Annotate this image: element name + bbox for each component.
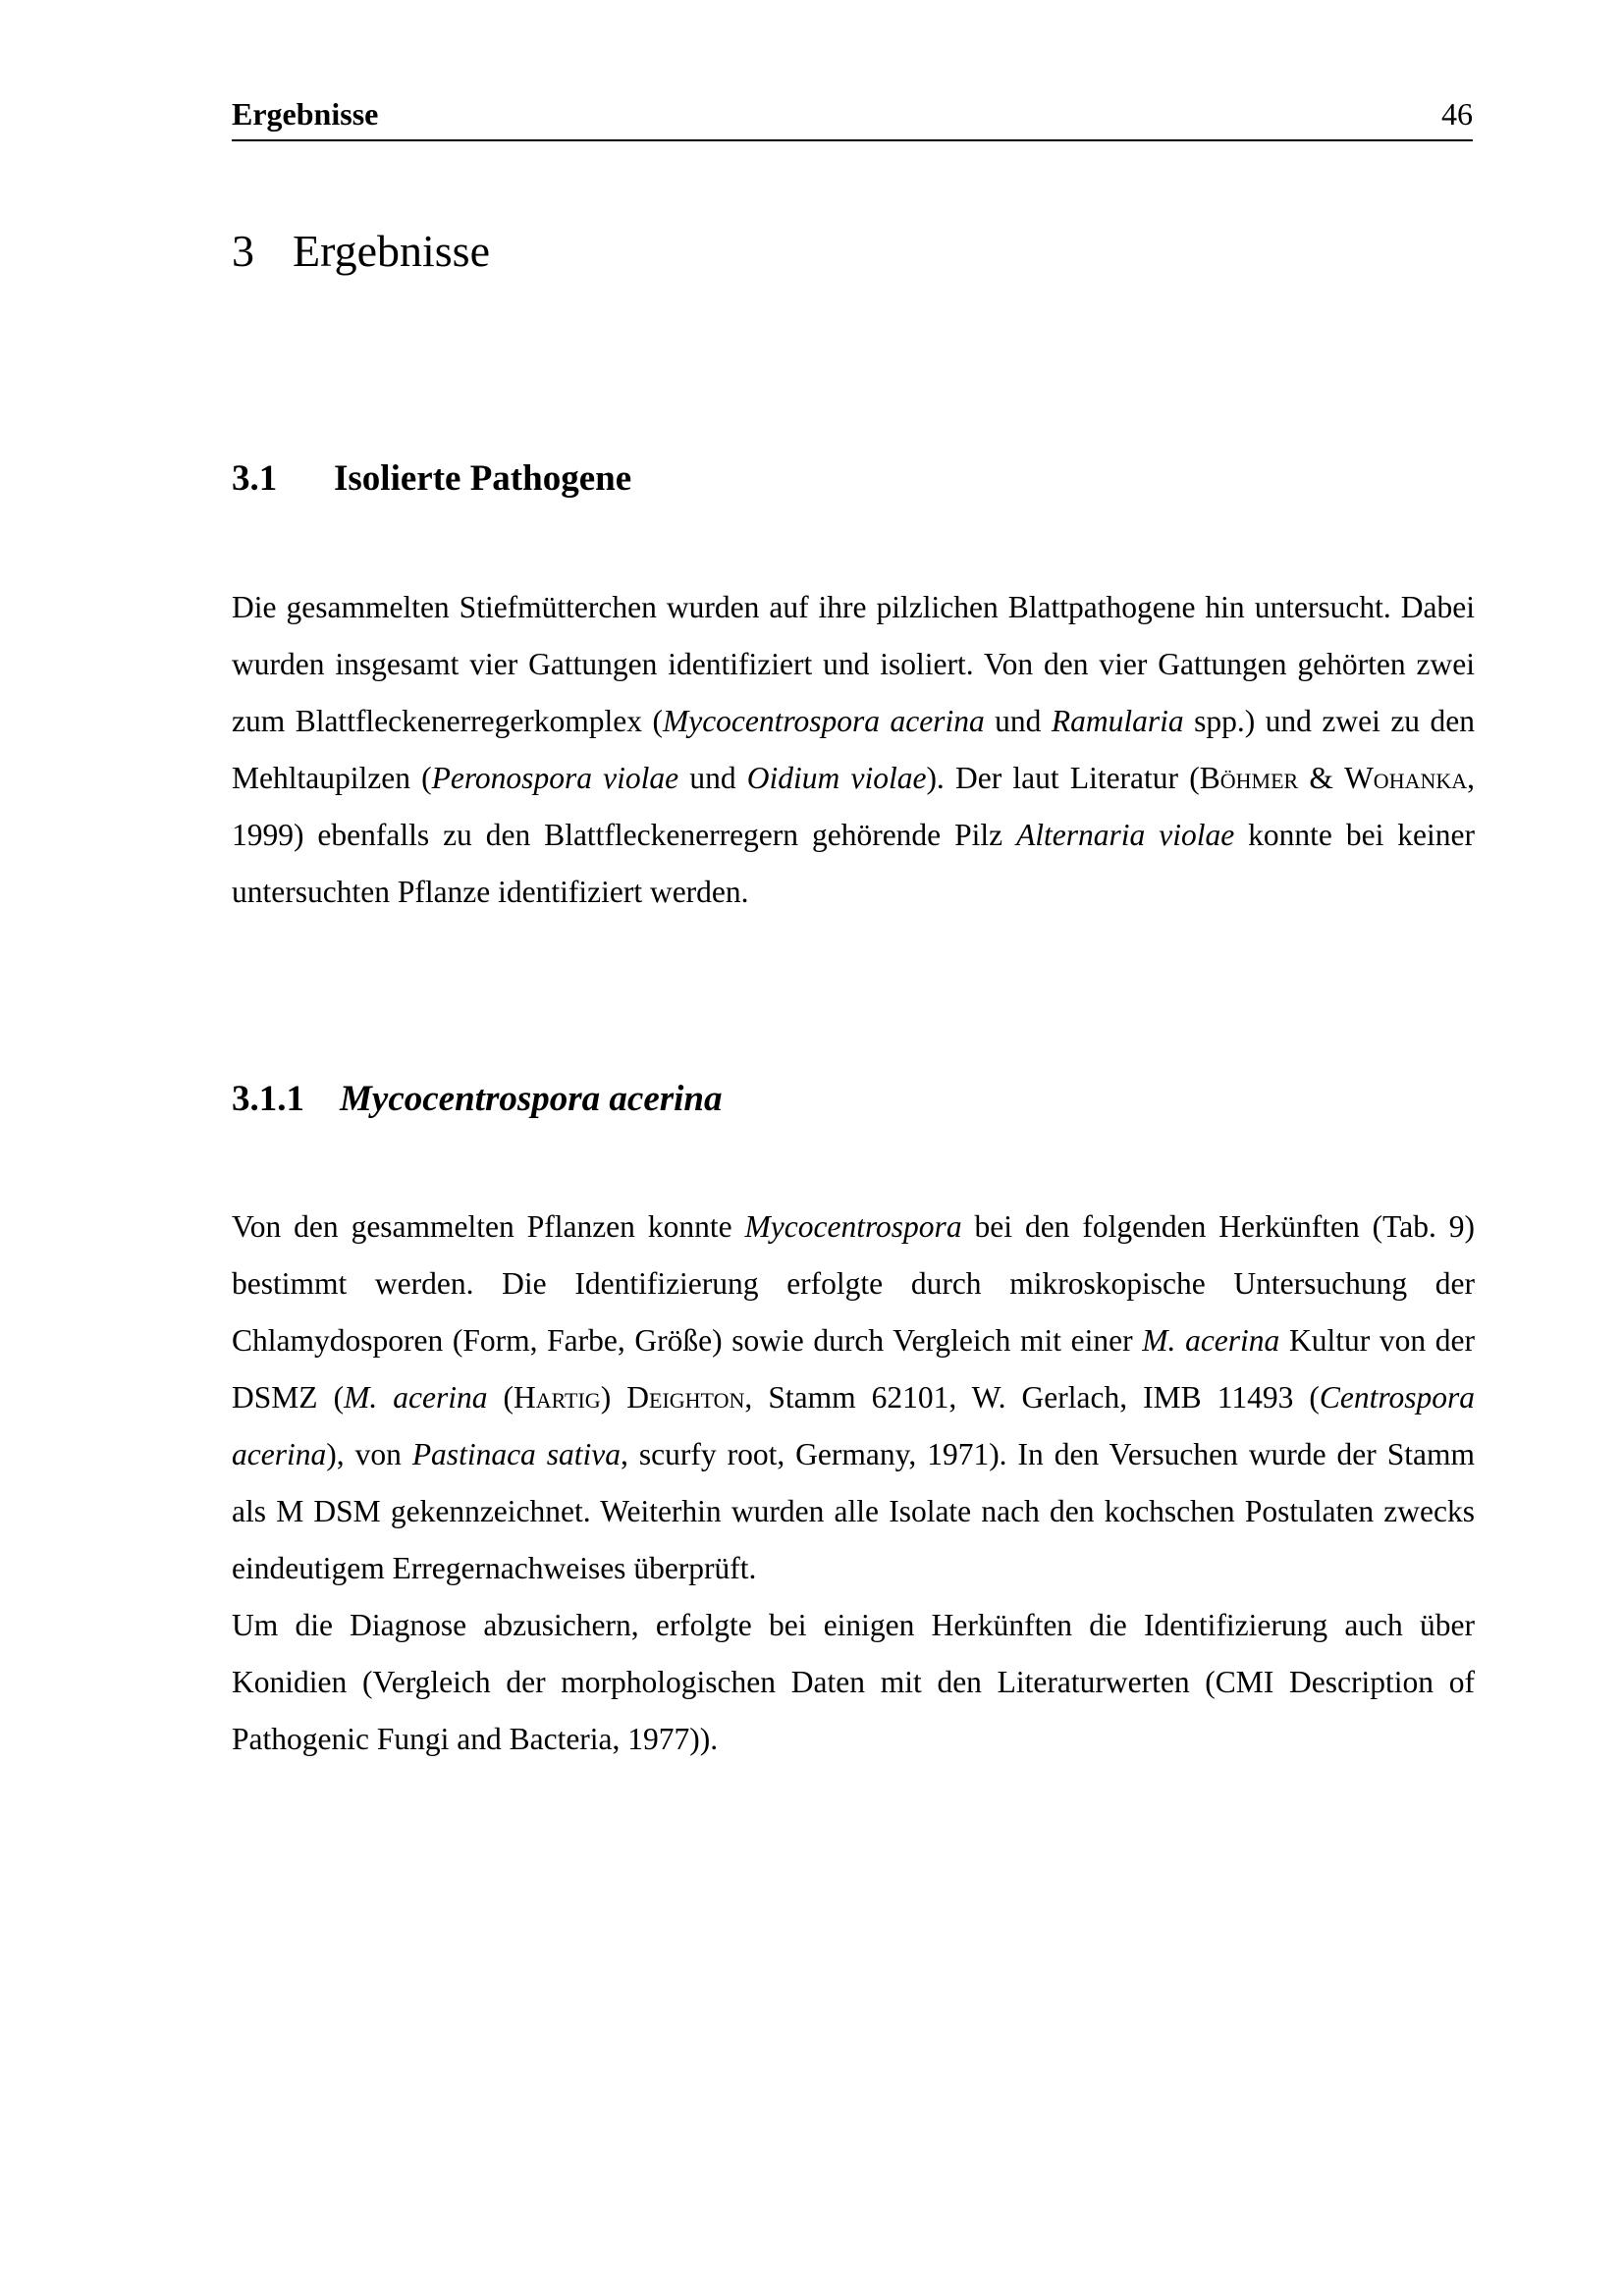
species-name: Centrospora acerina bbox=[232, 1380, 1475, 1471]
text-run: , scurfy root, Germany, 1971). In den Versuchen wurde der Stamm als M DSM gekennzeichnet. Weiterhin wurden alle Isolate nach den kochschen Postulaten zwecks eindeutigem Erregernachweises überprüft. bbox=[232, 1437, 1475, 1585]
species-name: Ramularia bbox=[1051, 704, 1184, 738]
text-run: und bbox=[678, 761, 747, 795]
text-run: Um die Diagnose abzusichern, erfolgte bei einigen Herkünften die Identifizierung auch über Konidien (Vergleich der morphologischen Daten mit den Literaturwerten (CMI Description of Pathogenic Fungi and Bacteria, 1977)). bbox=[232, 1608, 1475, 1756]
species-name: Pastinaca sativa bbox=[411, 1437, 622, 1471]
text-run: & bbox=[1298, 761, 1345, 795]
text-run: und bbox=[984, 704, 1052, 738]
text-run: ( bbox=[487, 1380, 514, 1415]
text-run: bei den folgenden Herkünften (Tab. 9) bestimmt werden. Die Identifizierung erfolgte durch mikroskopische Untersuchung der Chlamydosporen (Form, Farbe, Größe) sowie durch Vergleich mit einer bbox=[232, 1209, 1476, 1358]
text-run: spp.) und zwei zu den Mehltaupilzen ( bbox=[232, 704, 1475, 795]
species-name: M. acerina bbox=[1142, 1323, 1280, 1358]
section-heading bbox=[232, 455, 631, 503]
author-name: Deighton bbox=[626, 1380, 745, 1415]
text-run: , 1999) ebenfalls zu den Blattfleckenerregern gehörende Pilz bbox=[232, 761, 1476, 852]
author-name: Böhmer bbox=[1199, 761, 1299, 795]
species-name: Alternaria violae bbox=[1016, 818, 1235, 852]
chapter-number: 3 bbox=[232, 226, 254, 276]
page-number: 46 bbox=[1441, 96, 1473, 132]
paragraph-isolated-pathogens bbox=[232, 579, 1475, 921]
chapter-heading bbox=[232, 224, 490, 279]
text-run: ), von bbox=[326, 1437, 412, 1471]
paragraph-diagnosis bbox=[232, 1597, 1475, 1768]
running-title: Ergebnisse bbox=[232, 96, 379, 132]
text-run: ) bbox=[600, 1380, 627, 1415]
species-name: M. acerina bbox=[344, 1380, 488, 1415]
species-name: Oidium violae bbox=[746, 761, 927, 795]
subsection-number: 3.1.1 bbox=[232, 1079, 304, 1119]
author-name: Wohanka bbox=[1344, 761, 1468, 795]
species-name: Peronospora violae bbox=[431, 761, 679, 795]
chapter-title: Ergebnisse bbox=[293, 226, 491, 276]
running-header bbox=[232, 94, 1473, 141]
section-title: Isolierte Pathogene bbox=[334, 458, 632, 499]
species-name: Mycocentrospora bbox=[744, 1209, 962, 1244]
text-run: Von den gesammelten Pflanzen konnte bbox=[232, 1209, 745, 1244]
subsection-title: Mycocentrospora acerina bbox=[340, 1079, 723, 1119]
author-name: Hartig bbox=[514, 1380, 601, 1415]
paragraph-mycocentrospora bbox=[232, 1199, 1475, 1597]
text-run: Kultur von der DSMZ ( bbox=[232, 1323, 1475, 1415]
text-run: ). Der laut Literatur ( bbox=[926, 761, 1200, 795]
section-number: 3.1 bbox=[232, 458, 278, 499]
subsection-heading bbox=[232, 1076, 723, 1123]
species-name: Mycocentrospora acerina bbox=[662, 704, 985, 738]
text-run: , Stamm 62101, W. Gerlach, IMB 11493 ( bbox=[744, 1380, 1320, 1415]
text-run: Die gesammelten Stiefmütterchen wurden auf ihre pilzlichen Blattpathogene hin untersucht. Dabei wurden insgesamt vier Gattungen identifiziert und isoliert. Von den vier Gattungen gehörten zwei zum Blattfleckenerregerkomplex ( bbox=[232, 590, 1475, 738]
text-run: konnte bei keiner untersuchten Pflanze identifiziert werden. bbox=[232, 818, 1475, 909]
